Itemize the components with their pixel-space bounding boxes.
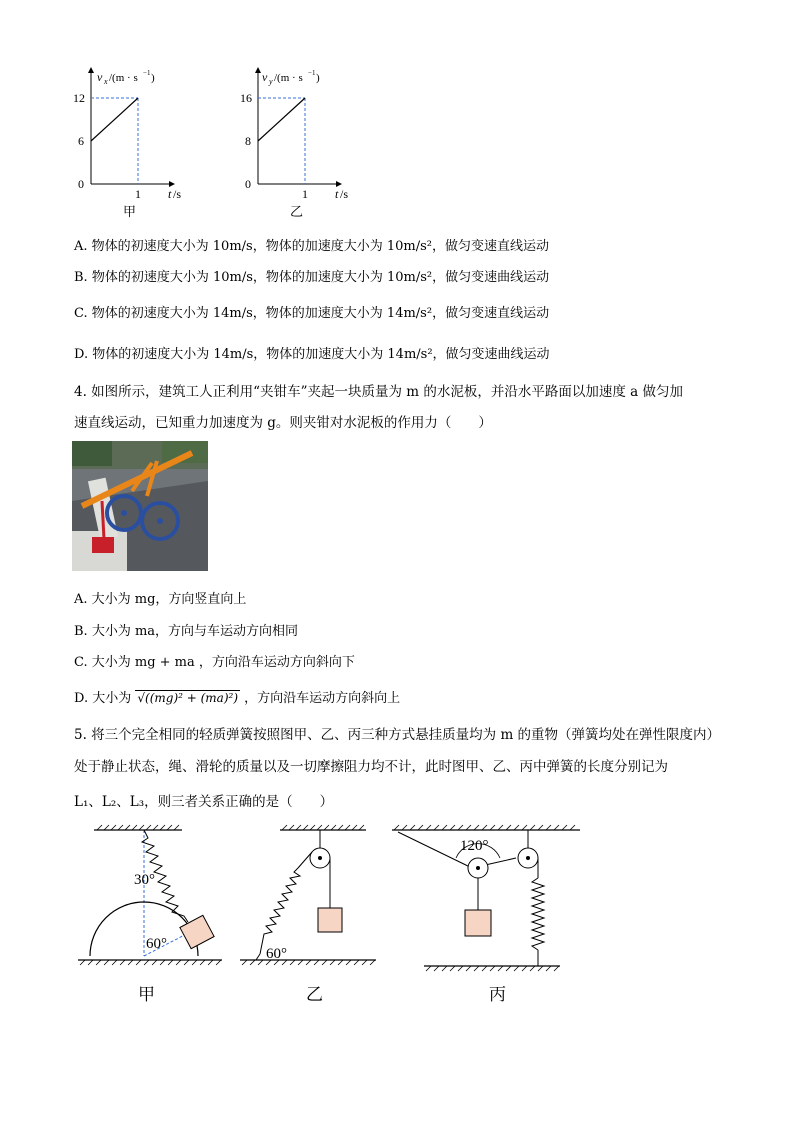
q5-stem-line1: 5. 将三个完全相同的轻质弹簧按照图甲、乙、丙三种方式悬挂质量均为 m 的重物（弹簧均处在弹性限度内） xyxy=(74,727,721,743)
q4-stem-line1: 4. 如图所示，建筑工人正利用“夹钳车”夹起一块质量为 m 的水泥板，并沿水平路面以加速度 a 做匀加 xyxy=(74,384,683,400)
clamp-cart-photo xyxy=(72,441,208,571)
ylabel-close: ) xyxy=(316,72,320,84)
y-tick-12: 12 xyxy=(73,91,85,105)
ylabel-sub: y xyxy=(269,77,273,86)
y-tick-8: 8 xyxy=(245,134,251,148)
q4-stem-line2: 速直线运动，已知重力加速度为 g。则夹钳对水泥板的作用力（ ） xyxy=(74,415,492,431)
ylabel-var: v xyxy=(97,70,103,84)
angle-60: 60° xyxy=(146,936,167,952)
y-tick-16: 16 xyxy=(240,91,252,105)
caption-yi: 乙 xyxy=(306,985,323,1004)
y-tick-6: 6 xyxy=(78,134,84,148)
xlabel-var: t xyxy=(335,187,339,201)
q3-option-b[interactable]: B. 物体的初速度大小为 10m/s，物体的加速度大小为 10m/s²，做匀变速曲线运动 xyxy=(74,270,550,285)
xlabel-unit: /s xyxy=(340,187,349,201)
figure-yi xyxy=(236,820,386,1010)
y-tick-0: 0 xyxy=(245,177,251,191)
figure-jia xyxy=(72,820,232,1010)
q4-option-a[interactable]: A. 大小为 mg，方向竖直向上 xyxy=(74,592,247,607)
q4-option-d[interactable] xyxy=(74,687,400,706)
velocity-line xyxy=(91,98,138,141)
ylabel-unit: /(m · s xyxy=(274,72,303,84)
xlabel-unit: /s xyxy=(173,187,182,201)
q4-option-d-prefix: D. 大小为 xyxy=(74,691,132,706)
graph-yi xyxy=(237,60,357,220)
velocity-line xyxy=(258,98,305,141)
y-tick-0: 0 xyxy=(78,177,84,191)
q3-option-a[interactable]: A. 物体的初速度大小为 10m/s，物体的加速度大小为 10m/s²，做匀变速直线运动 xyxy=(74,239,549,254)
ylabel-exp: −1 xyxy=(143,69,151,77)
q4-option-d-formula: √((mg)² + (ma)²) xyxy=(137,691,239,705)
ylabel-unit: /(m · s xyxy=(109,72,138,84)
caption-bing: 丙 xyxy=(489,985,506,1004)
angle-60: 60° xyxy=(266,946,287,962)
q3-option-c[interactable]: C. 物体的初速度大小为 14m/s，物体的加速度大小为 14m/s²，做匀变速直线运动 xyxy=(74,306,550,321)
q4-option-c[interactable]: C. 大小为 mg + ma ，方向沿车运动方向斜向下 xyxy=(74,655,355,670)
ylabel-exp: −1 xyxy=(308,69,316,77)
x-tick-1: 1 xyxy=(135,187,141,201)
caption-yi: 乙 xyxy=(290,204,304,219)
ylabel-close: ) xyxy=(151,72,155,84)
q4-option-b[interactable]: B. 大小为 ma，方向与车运动方向相同 xyxy=(74,624,299,639)
q3-option-d[interactable]: D. 物体的初速度大小为 14m/s，物体的加速度大小为 14m/s²，做匀变速曲线运动 xyxy=(74,347,550,362)
angle-120: 120° xyxy=(460,838,489,854)
ylabel-sub: x xyxy=(104,77,108,86)
q5-stem-line2: 处于静止状态，绳、滑轮的质量以及一切摩擦阻力均不计，此时图甲、乙、丙中弹簧的长度分别记为 xyxy=(74,759,668,775)
ylabel-var: v xyxy=(262,70,268,84)
q5-stem-line3: L₁、L₂、L₃，则三者关系正确的是（ ） xyxy=(74,794,334,810)
caption-jia: 甲 xyxy=(123,204,137,219)
x-tick-1: 1 xyxy=(302,187,308,201)
graph-jia xyxy=(70,60,190,220)
q4-option-d-suffix: ，方向沿车运动方向斜向上 xyxy=(244,691,401,706)
caption-jia: 甲 xyxy=(138,985,155,1004)
figure-bing xyxy=(388,820,588,1010)
angle-30: 30° xyxy=(134,872,155,888)
xlabel-var: t xyxy=(168,187,172,201)
